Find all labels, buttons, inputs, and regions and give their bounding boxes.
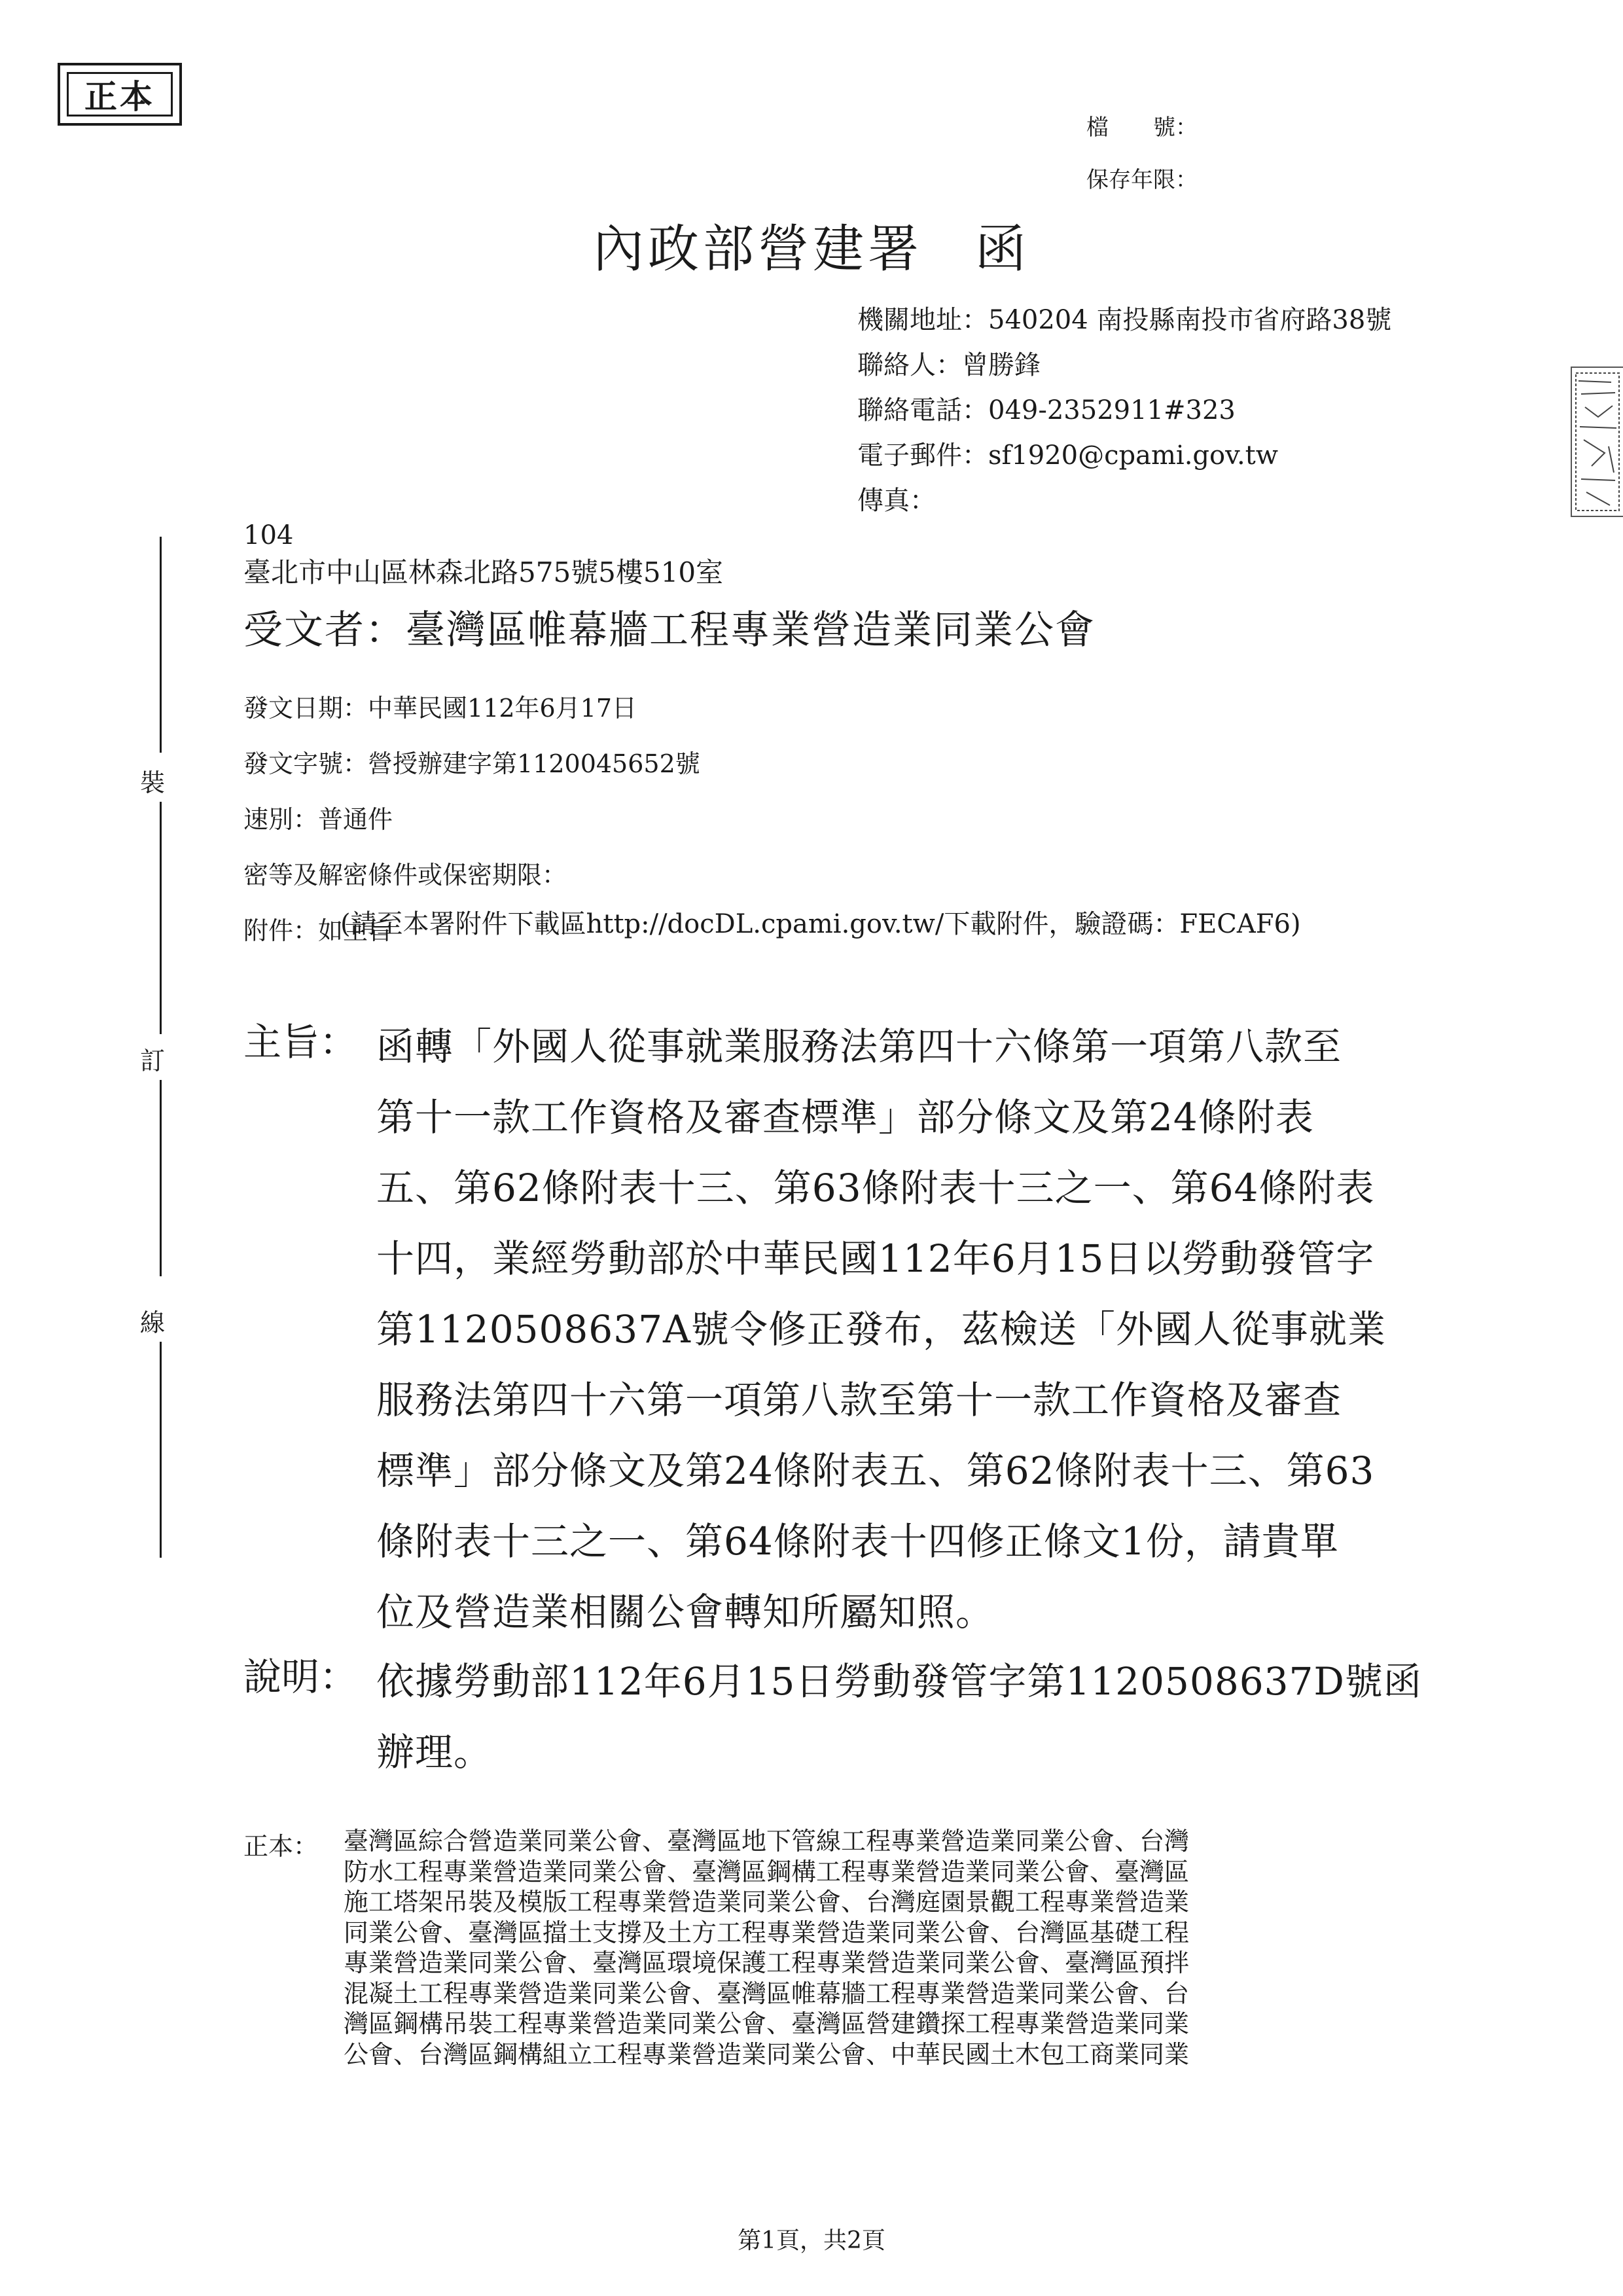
issue-date: 發文日期：中華民國112年6月17日 [243,694,637,723]
subject-label: 主旨： [243,1020,358,1064]
subject-line: 服務法第四十六第一項第八款至第十一款工作資格及審查 [376,1378,1342,1422]
subject-line: 條附表十三之一、第64條附表十四修正條文1份，請貴單 [376,1519,1339,1564]
binding-line-segment [160,1342,162,1558]
recipient-address: 臺北市中山區林森北路575號5樓510室 [243,556,724,588]
binding-line-segment [160,802,162,1034]
document-title [0,208,1623,281]
cc-recipients [344,1826,1486,2070]
subject-line: 五、第62條附表十三、第63條附表十三之一、第64條附表 [376,1166,1375,1210]
explanation-label: 說明： [243,1655,358,1699]
cc-line: 臺灣區綜合營造業同業公會、臺灣區地下管線工程專業營造業同業公會、台灣 [344,1827,1190,1856]
subject-line: 十四，業經勞動部於中華民國112年6月15日以勞動發管字 [376,1236,1375,1281]
cc-line: 灣區鋼構吊裝工程專業營造業同業公會、臺灣區營建鑽探工程專業營造業同業 [344,2009,1190,2038]
document-number: 發文字號：營授辦建字第1120045652號 [243,749,700,778]
original-copy-stamp [58,63,182,126]
cc-line: 施工塔架吊裝及模版工程專業營造業同業公會、台灣庭園景觀工程專業營造業 [344,1888,1190,1916]
subject-line: 函轉「外國人從事就業服務法第四十六條第一項第八款至 [376,1024,1342,1069]
subject-line: 標準」部分條文及第24條附表五、第62條附表十三、第63 [376,1448,1375,1493]
binding-line-segment [160,1080,162,1276]
binding-char-zhuang: 裝 [140,768,166,797]
secrecy-level: 密等及解密條件或保密期限： [243,861,567,889]
recipient-name: 受文者：臺灣區帷幕牆工程專業營造業同業公會 [243,607,1096,653]
issuing-agency: 內政部營建署 [592,220,923,279]
attachment-download-note: (請至本署附件下載區http://docDL.cpami.gov.tw/下載附件，驗證碼：FECAF6) [340,909,1301,939]
subject-body [376,1011,1489,1647]
side-seal-stamp [1571,367,1623,517]
page-number: 第1頁，共2頁 [738,2227,885,2254]
subject-line: 第十一款工作資格及審查標準」部分條文及第24條附表 [376,1095,1314,1139]
explanation-line: 依據勞動部112年6月15日勞動發管字第1120508637D號函 [376,1659,1422,1704]
attachment: 附件：如主旨 [243,916,393,945]
cc-line: 公會、台灣區鋼構組立工程專業營造業同業公會、中華民國土木包工商業同業 [344,2039,1190,2069]
explanation-line: 辦理。 [376,1730,493,1774]
binding-line-segment [160,537,162,753]
retention-period: 保存年限： [1086,167,1198,193]
contact-person: 聯絡人：曾勝鋒 [857,350,1041,380]
cc-line: 同業公會、臺灣區擋土支撐及土方工程專業營造業同業公會、台灣區基礎工程 [344,1918,1190,1947]
file-number: 檔 號： [1086,115,1198,141]
file-meta [1086,101,1198,206]
delivery-speed: 速別：普通件 [243,805,393,834]
explanation-body [376,1646,1489,1787]
binding-char-xian: 線 [140,1308,166,1337]
document-type: 函 [975,220,1031,279]
recipient-postal-code: 104 [243,520,294,550]
contact-fax: 傳真： [857,486,936,516]
subject-line: 第1120508637A號令修正發布，茲檢送「外國人從事就業 [376,1307,1386,1352]
cc-line: 專業營造業同業公會、臺灣區環境保護工程專業營造業同業公會、臺灣區預拌 [344,1948,1190,1977]
contact-email: 電子郵件：sf1920@cpami.gov.tw [857,440,1278,471]
contact-block [857,298,1391,524]
agency-address: 機關地址：540204 南投縣南投市省府路38號 [857,305,1392,335]
contact-phone: 聯絡電話：049-2352911#323 [857,395,1236,425]
cc-line: 混凝土工程專業營造業同業公會、臺灣區帷幕牆工程專業營造業同業公會、台 [344,1979,1190,2008]
stamp-label: 正本 [67,72,173,117]
binding-char-ding: 訂 [140,1047,166,1075]
cc-line: 防水工程專業營造業同業公會、臺灣區鋼構工程專業營造業同業公會、臺灣區 [344,1857,1190,1886]
subject-line: 位及營造業相關公會轉知所屬知照。 [376,1590,995,1634]
seal-scribble-icon [1572,368,1623,516]
cc-label: 正本： [243,1832,319,1861]
